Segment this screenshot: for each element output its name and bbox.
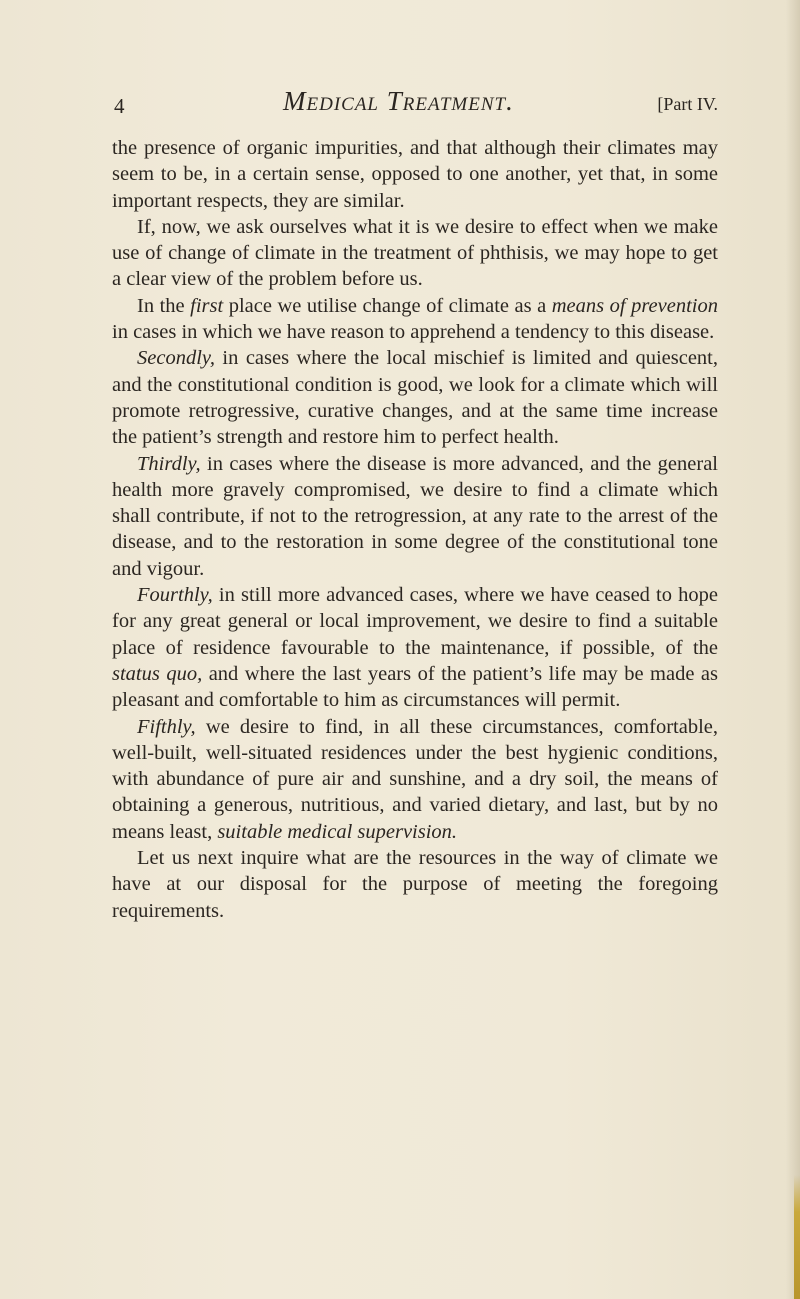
running-head-title: Medical Treatment. [283, 86, 514, 116]
emphasis: Secondly, [137, 347, 215, 370]
paragraph: Secondly, in cases where the local mischief is limited and quiescent, and the constitutional condition is good, we look for a climate which will promote retrogressive, curative changes, and at the same time increase the patient’s strength and restore him to perfect health. [112, 347, 718, 449]
paragraph: If, now, we ask ourselves what it is we desire to effect when we make use of change of climate in the treatment of phthisis, we may hope to get a clear view of the problem before us. [112, 215, 718, 291]
emphasis: means of prevention [551, 294, 718, 317]
gilt-page-edge [794, 1175, 800, 1299]
emphasis: Fourthly, [137, 584, 213, 607]
emphasis: status quo, [112, 662, 203, 685]
emphasis: suitable medical supervision. [217, 820, 458, 843]
running-head [112, 86, 718, 120]
paragraph: In the first place we utilise change of climate as a means of prevention in cases in which we have reason to apprehend a tendency to this disease. [112, 294, 718, 344]
paragraph: Thirdly, in cases where the disease is more advanced, and the general health more gravely compromised, we desire to find a climate which shall contribute, if not to the retrogression, at any rate to the arrest of the disease, and to the restoration in some degree of the constitutional tone and vigour. [112, 452, 718, 580]
running-head-part: [Part IV. [657, 94, 718, 114]
page-edge-shadow [786, 0, 800, 1299]
emphasis: Thirdly, [137, 452, 201, 475]
paragraph-continuation: the presence of organic impurities, and that although their climates may seem to be, in a certain sense, opposed to one another, yet that, in some important respects, they are similar. [112, 137, 718, 212]
paragraph: Fifthly, we desire to find, in all these circumstances, comfortable, well-built, well-situated residences under the best hygienic conditions, with abundance of pure air and sunshine, and a dry soil, the means of obtaining a generous, nutritious, and varied dietary, and last, but by no means least, suitable medical supervision. [112, 715, 718, 843]
page-number: 4 [114, 94, 125, 118]
body-text [112, 135, 718, 924]
paragraph: Fourthly, in still more advanced cases, where we have ceased to hope for any great general or local improvement, we desire to find a suitable place of residence favourable to the maintenance, if possible, of the status quo, and where the last years of the patient’s life may be made as pleasant and comfortable to him as circumstances will permit. [112, 584, 718, 712]
emphasis: first [190, 294, 224, 317]
paragraph: Let us next inquire what are the resources in the way of climate we have at our disposal for the purpose of meeting the foregoing requirements. [112, 847, 718, 922]
emphasis: Fifthly, [137, 715, 196, 738]
